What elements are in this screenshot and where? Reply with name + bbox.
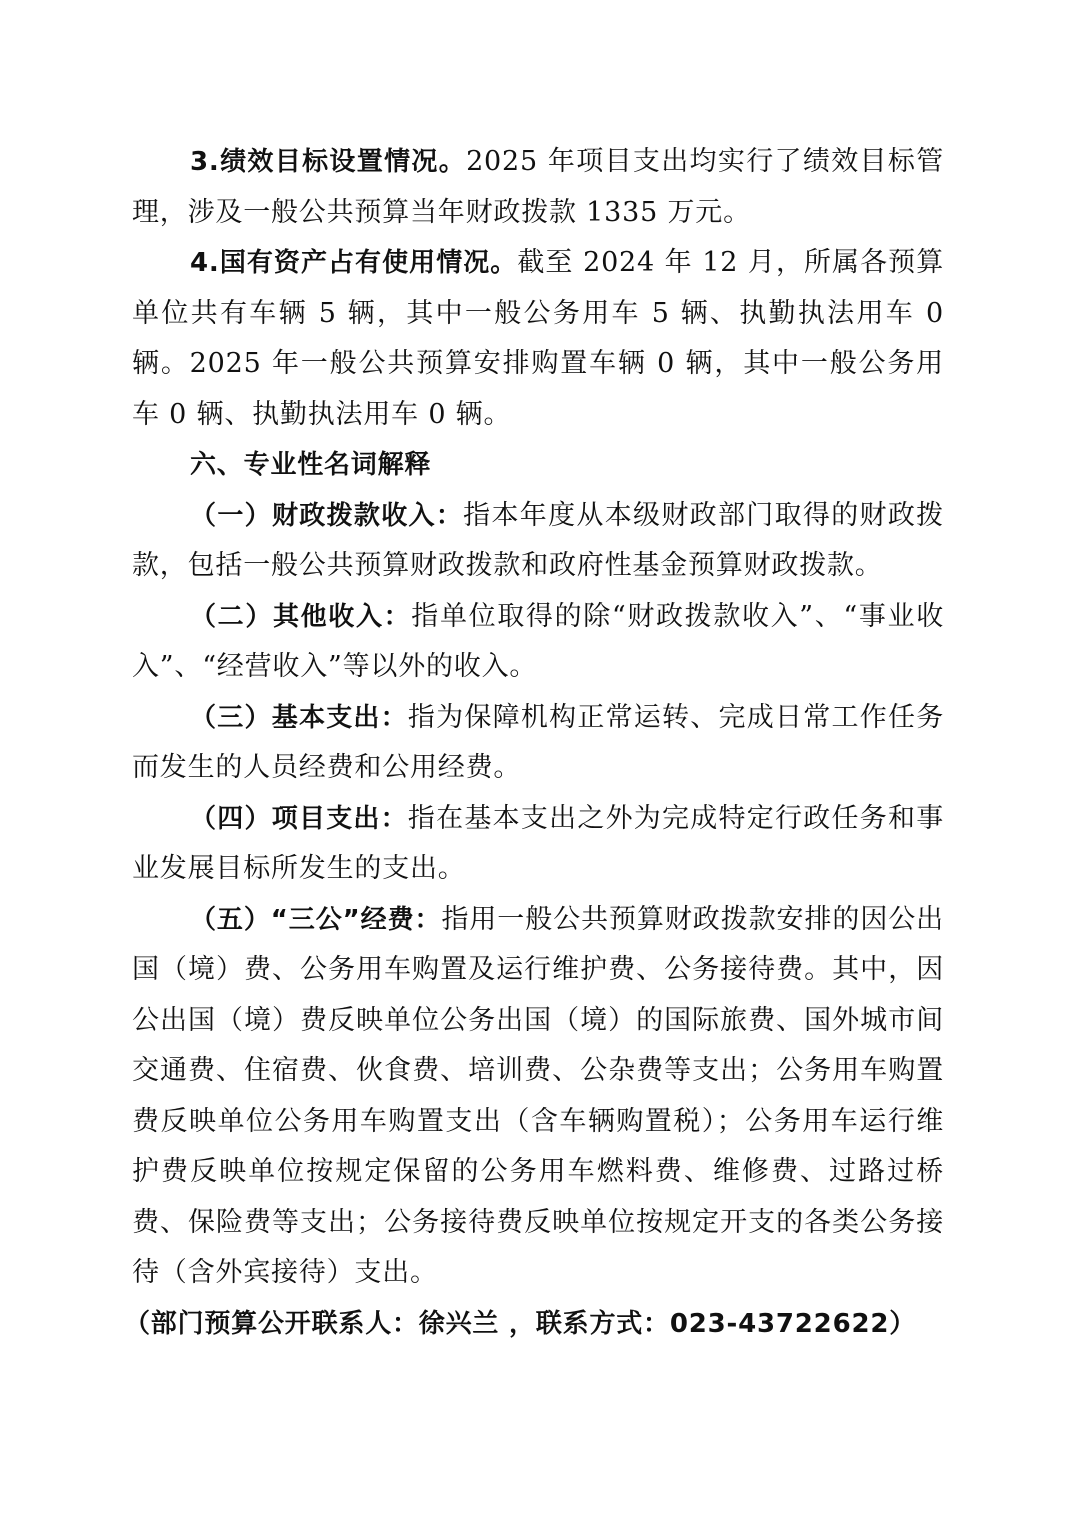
definition-term: （一）财政拨款收入： — [190, 500, 464, 531]
definition-text: 指单位取得的除“财政拨款收入”、“事业收入”、“经营收入”等以外的收入。 — [132, 600, 944, 682]
definition-text: 指用一般公共预算财政拨款安排的因公出国（境）费、公务用车购置及运行维护费、公务接待费。其中，因公出国（境）费反映单位公务出国（境）的国际旅费、国外城市间交通费、住宿费、伙食费、培训费、公杂费等支出；公务用车购置费反映单位公务用车购置支出（含车辆购置税）；公务用车运行维护费反映单位按规定保留的公务用车燃料费、维修费、过路过桥费、保险费等支出；公务接待费反映单位按规定开支的各类公务接待（含外宾接待）支出。 — [132, 903, 944, 1288]
definition-basic-expenditure — [132, 693, 944, 794]
definition-project-expenditure — [132, 794, 944, 895]
definition-fiscal-appropriation — [132, 491, 944, 592]
performance-goal-text: 2025 年项目支出均实行了绩效目标管理，涉及一般公共预算当年财政拨款 1335 万元。 — [132, 146, 944, 228]
performance-goal-paragraph — [132, 137, 944, 238]
definition-three-public-expenses — [132, 895, 944, 1299]
contact-info: （部门预算公开联系人：徐兴兰 ，联系方式：023-43722622） — [124, 1308, 917, 1339]
definition-term: （三）基本支出： — [190, 702, 408, 733]
definition-text: 指为保障机构正常运转、完成日常工作任务而发生的人员经费和公用经费。 — [132, 701, 944, 783]
definition-text: 指在基本支出之外为完成特定行政任务和事业发展目标所发生的支出。 — [132, 802, 944, 884]
state-assets-text: 截至 2024 年 12 月，所属各预算单位共有车辆 5 辆，其中一般公务用车 5 辆、执勤执法用车 0 辆。2025 年一般公共预算安排购置车辆 0 辆，其中一般公务用车 0 辆、执勤执法用车 0 辆。 — [132, 247, 944, 430]
definition-other-income — [132, 592, 944, 693]
section-title-terms: 六、专业性名词解释 — [190, 450, 432, 480]
document-body — [124, 137, 944, 1349]
definition-term: （二）其他收入： — [190, 601, 412, 632]
state-assets-heading: 4.国有资产占有使用情况。 — [190, 248, 518, 278]
performance-goal-heading: 3.绩效目标设置情况。 — [190, 147, 467, 177]
definition-text: 指本年度从本级财政部门取得的财政拨款，包括一般公共预算财政拨款和政府性基金预算财政拨款。 — [132, 499, 944, 581]
definition-term: （四）项目支出： — [190, 803, 408, 834]
state-assets-paragraph — [132, 238, 944, 440]
definition-term: （五）“三公”经费： — [190, 904, 442, 935]
